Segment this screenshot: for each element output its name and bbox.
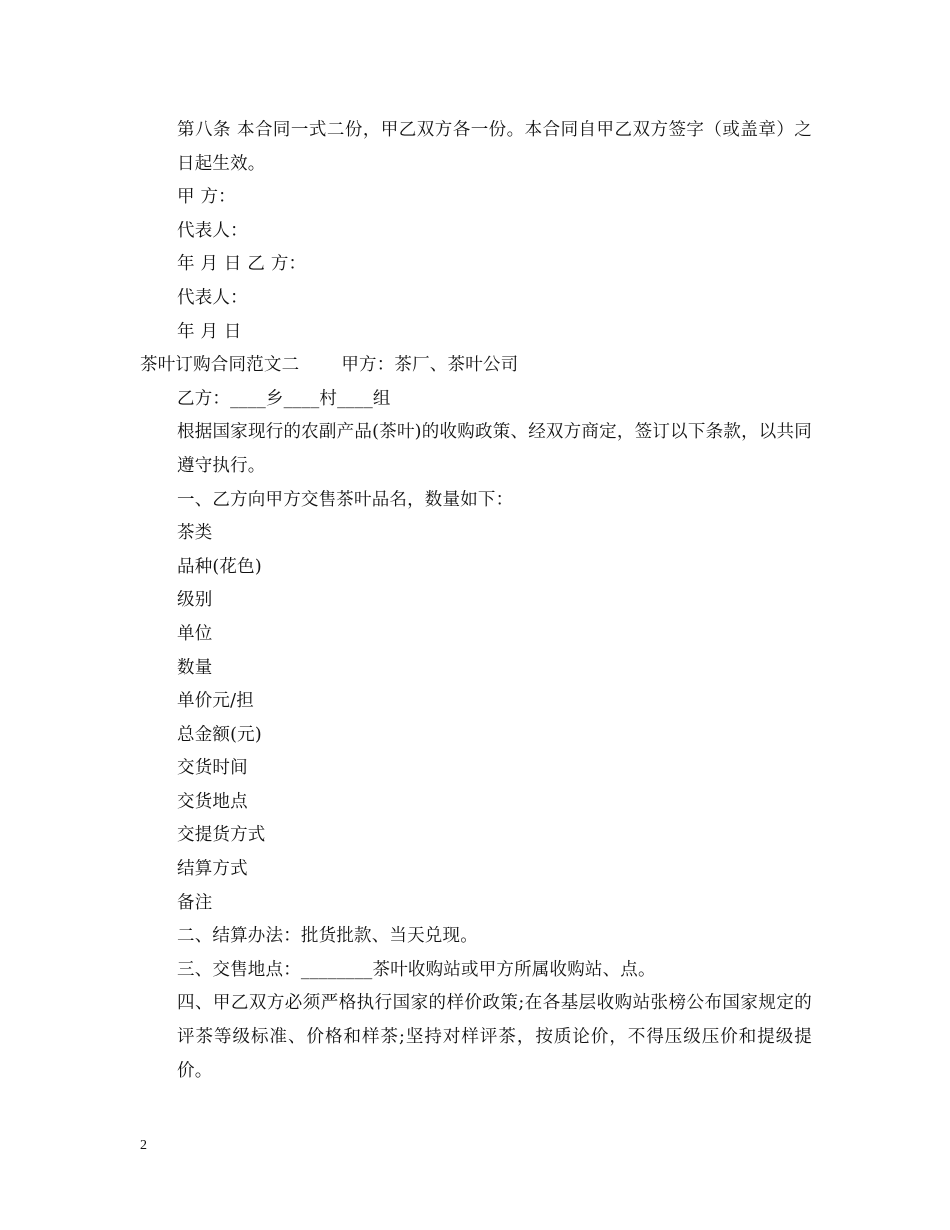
list-item-remarks: 备注 xyxy=(177,892,213,913)
list-item-delivery-time: 交货时间 xyxy=(177,758,248,779)
clause-4-paragraph: 四、甲乙双方必须严格执行国家的样价政策;在各基层收购站张榜公布国家规定的评茶等级标准、价格和样茶;坚持对样评茶，按质论价，不得压级压价和提级提价。 xyxy=(177,993,812,1081)
clause-3: 三、交售地点：________茶叶收购站或甲方所属收购站、点。 xyxy=(177,959,656,980)
article-8-paragraph: 第八条 本合同一式二份，甲乙双方各一份。本合同自甲乙双方签字（或盖章）之日起生效。 xyxy=(177,120,812,174)
party-b-representative: 代表人： xyxy=(177,287,248,308)
list-item-total-amount: 总金额(元) xyxy=(177,724,262,745)
clause-1-heading: 一、乙方向甲方交售茶叶品名，数量如下： xyxy=(177,489,514,510)
clause-2: 二、结算办法：批货批款、当天兑现。 xyxy=(177,926,478,947)
list-item-settlement-method: 结算方式 xyxy=(177,859,248,880)
list-item-variety: 品种(花色) xyxy=(177,556,262,577)
date-line: 年 月 日 xyxy=(177,321,242,342)
list-item-delivery-location: 交货地点 xyxy=(177,791,248,812)
document-body xyxy=(140,114,812,1088)
list-item-tea-type: 茶类 xyxy=(177,523,213,544)
section-title: 茶叶订购合同范文二 xyxy=(140,355,300,376)
contract-heading-line xyxy=(140,349,812,383)
party-a-representative: 代表人： xyxy=(177,220,248,241)
list-item-grade: 级别 xyxy=(177,590,213,611)
list-item-delivery-method: 交提货方式 xyxy=(177,825,266,846)
party-a-info: 甲方：茶厂、茶叶公司 xyxy=(341,355,519,376)
party-b-info: 乙方：____乡____村____组 xyxy=(177,388,391,409)
date-party-b-line: 年 月 日 乙 方： xyxy=(177,254,307,275)
preamble-paragraph: 根据国家现行的农副产品(茶叶)的收购政策、经双方商定，签订以下条款，以共同遵守执行。 xyxy=(177,422,812,476)
party-a-line: 甲 方： xyxy=(177,187,236,208)
list-item-unit: 单位 xyxy=(177,623,213,644)
list-item-quantity: 数量 xyxy=(177,657,213,678)
list-item-unit-price: 单价元/担 xyxy=(177,691,254,712)
page-number: 2 xyxy=(140,1138,147,1153)
